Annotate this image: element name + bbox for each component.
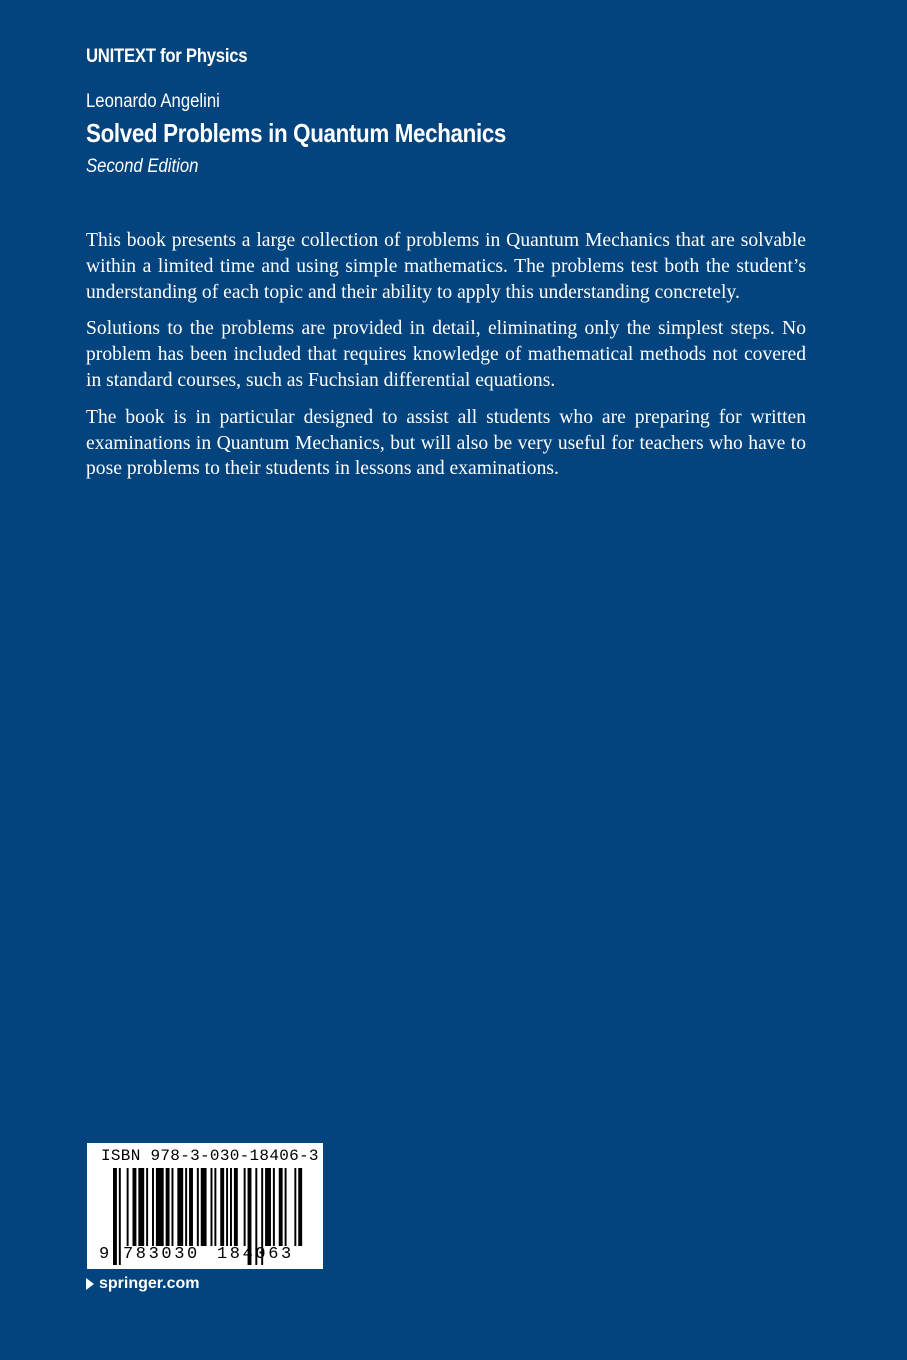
- barcode-bar: [152, 1168, 154, 1246]
- barcode-bar: [279, 1168, 283, 1246]
- series-name: UNITEXT for Physics: [86, 46, 248, 67]
- barcode-bar: [230, 1168, 232, 1246]
- blurb-paragraph: Solutions to the problems are provided in detail, eliminating only the simplest steps. No problem has been included that requires knowledge of mathematical methods not covered in standard courses, such as Fuchsian differential equations.: [86, 318, 806, 391]
- barcode-digit-first: 9: [99, 1245, 110, 1264]
- arrow-right-icon: [86, 1278, 94, 1290]
- barcode-bar: [172, 1168, 174, 1246]
- barcode-bar: [244, 1168, 246, 1246]
- edition-label: Second Edition: [86, 156, 199, 177]
- publisher-website: springer.com: [99, 1275, 200, 1292]
- barcode-bar: [234, 1168, 238, 1246]
- barcode-bar: [133, 1168, 137, 1246]
- barcode-panel: [87, 1143, 323, 1269]
- barcode-bar: [220, 1168, 224, 1246]
- barcode-digits: [87, 1245, 323, 1267]
- barcode-bar: [189, 1168, 193, 1246]
- barcode-bar: [138, 1168, 144, 1246]
- book-title: Solved Problems in Quantum Mechanics: [86, 118, 507, 148]
- blurb-paragraph: This book presents a large collection of problems in Quantum Mechanics that are solvable within a limited time and using simple mathematics. The problems test both the student’s understanding of each topic and their ability to apply this understanding concretely.: [86, 230, 806, 303]
- barcode-bar: [214, 1168, 216, 1246]
- barcode-bar: [226, 1168, 228, 1246]
- barcode-bar: [285, 1168, 287, 1246]
- publisher-link[interactable]: [86, 1275, 199, 1293]
- barcode-bar: [294, 1168, 296, 1246]
- blurb-paragraph: The book is in particular designed to assist all students who are preparing for written examinations in Quantum Mechanics, but will also be very useful for teachers who have to pose problems to their students in lessons and examinations.: [86, 406, 806, 480]
- barcode-bar: [177, 1168, 183, 1246]
- blurb-text: [86, 228, 806, 493]
- barcode-bar: [201, 1168, 207, 1246]
- barcode-bar: [156, 1168, 164, 1246]
- barcode-bar: [265, 1168, 271, 1246]
- barcode-bar: [273, 1168, 275, 1246]
- barcode-digit-group-right: 184063: [217, 1245, 294, 1264]
- barcode-bar: [127, 1168, 129, 1246]
- barcode-bar: [211, 1168, 213, 1246]
- barcode-bar: [197, 1168, 199, 1246]
- barcode-bar: [185, 1168, 187, 1246]
- barcode-bar: [146, 1168, 148, 1246]
- barcode-digit-group-left: 783030: [123, 1245, 200, 1264]
- isbn-label: ISBN 978-3-030-18406-3: [101, 1147, 319, 1165]
- barcode-bar: [298, 1168, 302, 1246]
- author-name: Leonardo Angelini: [86, 91, 220, 112]
- barcode-bar: [166, 1168, 170, 1246]
